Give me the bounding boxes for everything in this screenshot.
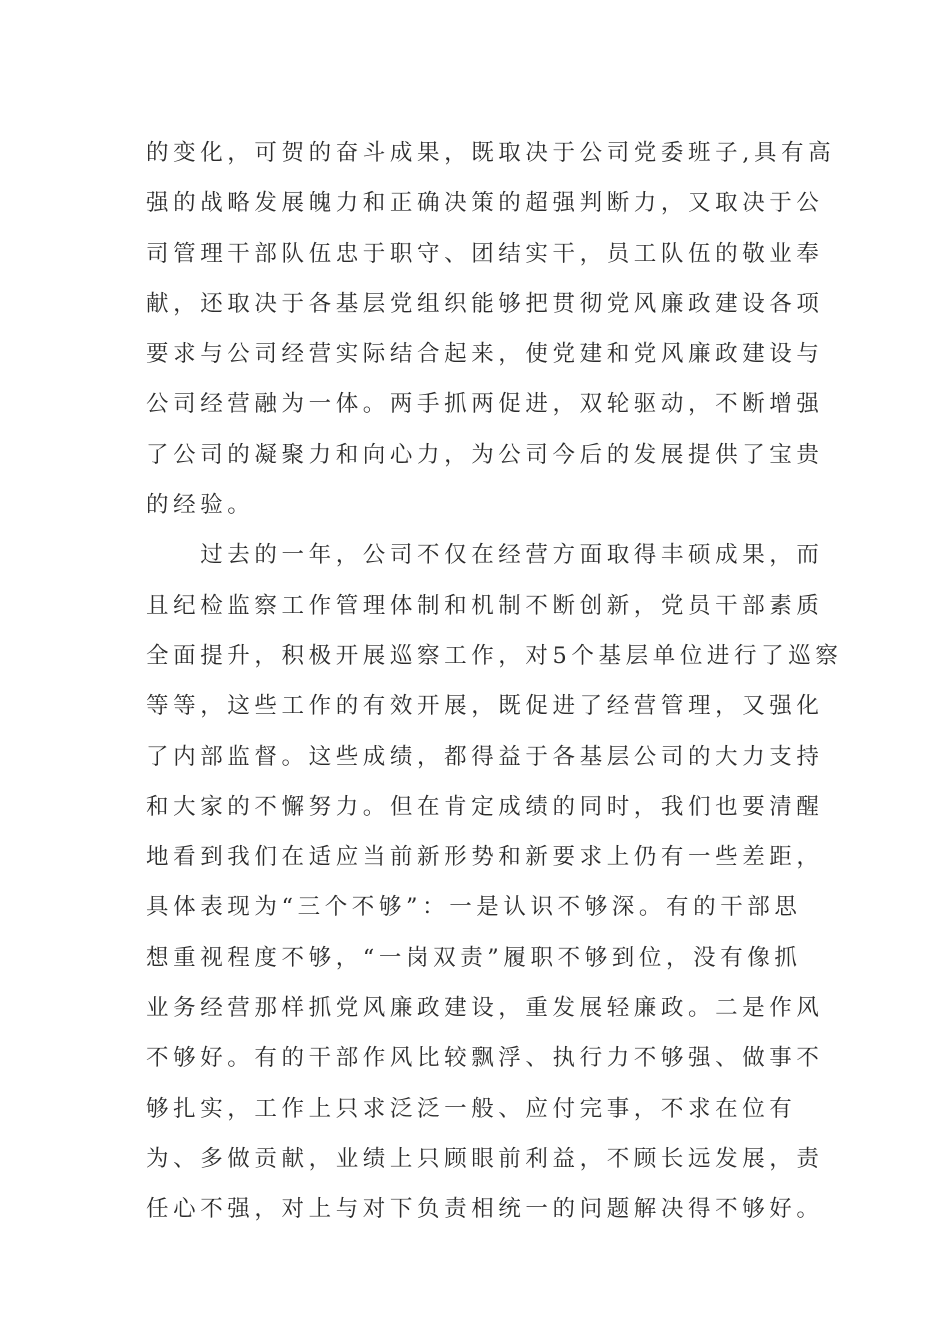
text-line: 任心不强，对上与对下负责相统一的问题解决得不够好。 — [146, 1196, 824, 1223]
text-line: 业务经营那样抓党风廉政建设，重发展轻廉政。二是作风 — [146, 995, 824, 1022]
paragraph-start-line: 过去的一年，公司不仅在经营方面取得丰硕成果，而 — [146, 542, 824, 569]
text-line: 不够好。有的干部作风比较飘浮、执行力不够强、做事不 — [146, 1045, 824, 1072]
text-line: 够扎实，工作上只求泛泛一般、应付完事，不求在位有 — [146, 1095, 797, 1122]
text-line: 的经验。 — [146, 492, 255, 519]
text-line: 且纪检监察工作管理体制和机制不断创新，党员干部素质 — [146, 592, 824, 619]
text-line: 全面提升，积极开展巡察工作，对5个基层单位进行了巡察 — [146, 642, 843, 669]
text-line: 为、多做贡献，业绩上只顾眼前利益，不顾长远发展，责 — [146, 1145, 824, 1172]
body-text — [146, 128, 843, 1235]
text-line: 了内部监督。这些成绩，都得益于各基层公司的大力支持 — [146, 743, 824, 770]
text-line: 具体表现为“三个不够”：一是认识不够深。有的干部思 — [146, 894, 802, 921]
text-line: 的变化，可贺的奋斗成果，既取决于公司党委班子,具有高 — [146, 140, 836, 166]
text-line: 等等，这些工作的有效开展，既促进了经营管理，又强化 — [146, 693, 824, 720]
text-line: 献，还取决于各基层党组织能够把贯彻党风廉政建设各项 — [146, 290, 824, 317]
text-line: 地看到我们在适应当前新形势和新要求上仍有一些差距， — [146, 844, 824, 871]
text-line: 想重视程度不够，“一岗双责”履职不够到位，没有像抓 — [146, 944, 802, 971]
text-line: 公司经营融为一体。两手抓两促进，双轮驱动，不断增强 — [146, 391, 824, 418]
text-line: 强的战略发展魄力和正确决策的超强判断力，又取决于公 — [146, 190, 824, 217]
text-line: 了公司的凝聚力和向心力，为公司今后的发展提供了宝贵 — [146, 441, 824, 468]
text-line: 司管理干部队伍忠于职守、团结实干，员工队伍的敬业奉 — [146, 240, 824, 267]
text-line: 和大家的不懈努力。但在肯定成绩的同时，我们也要清醒 — [146, 793, 824, 820]
text-line: 要求与公司经营实际结合起来，使党建和党风廉政建设与 — [146, 341, 824, 368]
